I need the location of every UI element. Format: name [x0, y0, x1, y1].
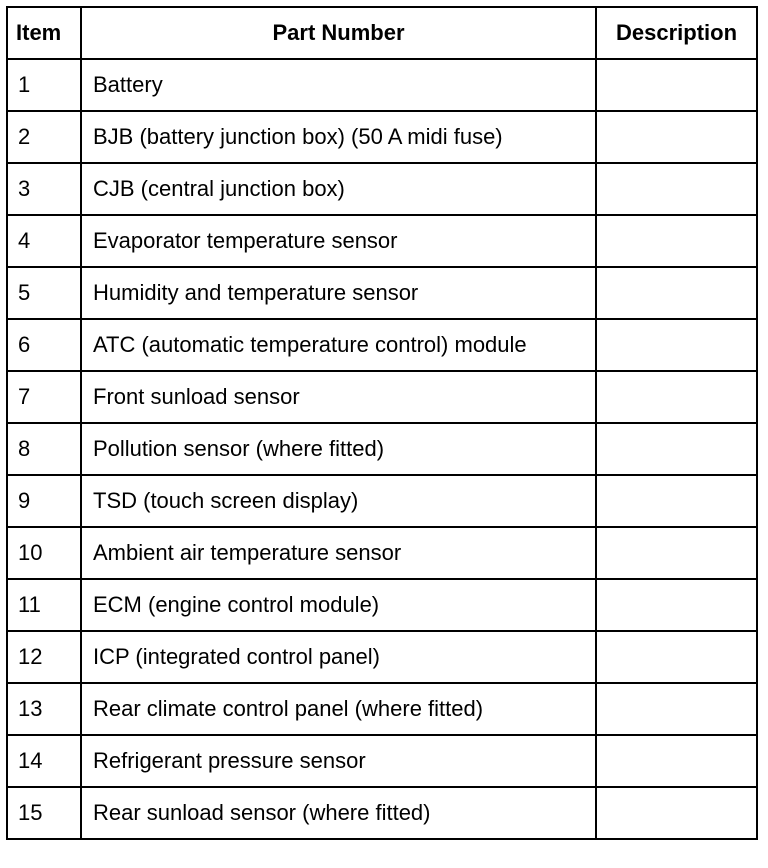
cell-part-number: CJB (central junction box) — [81, 163, 596, 215]
cell-part-number: Ambient air temperature sensor — [81, 527, 596, 579]
cell-item: 12 — [7, 631, 81, 683]
cell-part-number: BJB (battery junction box) (50 A midi fuse) — [81, 111, 596, 163]
cell-part-number: ECM (engine control module) — [81, 579, 596, 631]
table-row — [7, 319, 757, 371]
cell-description — [596, 163, 757, 215]
cell-item: 7 — [7, 371, 81, 423]
cell-part-number: TSD (touch screen display) — [81, 475, 596, 527]
cell-description — [596, 735, 757, 787]
table-row — [7, 683, 757, 735]
table-row — [7, 631, 757, 683]
parts-table — [6, 6, 758, 840]
table-row — [7, 371, 757, 423]
cell-part-number: Evaporator temperature sensor — [81, 215, 596, 267]
table-header — [7, 7, 757, 59]
cell-part-number: ATC (automatic temperature control) module — [81, 319, 596, 371]
cell-part-number: Refrigerant pressure sensor — [81, 735, 596, 787]
table-row — [7, 163, 757, 215]
cell-description — [596, 683, 757, 735]
cell-item: 14 — [7, 735, 81, 787]
cell-part-number: Front sunload sensor — [81, 371, 596, 423]
cell-item: 9 — [7, 475, 81, 527]
cell-description — [596, 423, 757, 475]
header-description: Description — [596, 7, 757, 59]
cell-item: 5 — [7, 267, 81, 319]
table-row — [7, 111, 757, 163]
table-row — [7, 267, 757, 319]
cell-description — [596, 111, 757, 163]
cell-item: 11 — [7, 579, 81, 631]
cell-description — [596, 267, 757, 319]
cell-part-number: Humidity and temperature sensor — [81, 267, 596, 319]
cell-item: 8 — [7, 423, 81, 475]
cell-part-number: ICP (integrated control panel) — [81, 631, 596, 683]
cell-item: 13 — [7, 683, 81, 735]
cell-part-number: Pollution sensor (where fitted) — [81, 423, 596, 475]
cell-description — [596, 215, 757, 267]
table-row — [7, 423, 757, 475]
cell-item: 2 — [7, 111, 81, 163]
table-row — [7, 735, 757, 787]
cell-description — [596, 787, 757, 839]
cell-description — [596, 319, 757, 371]
cell-description — [596, 59, 757, 111]
header-item: Item — [7, 7, 81, 59]
cell-part-number: Rear sunload sensor (where fitted) — [81, 787, 596, 839]
header-part-number: Part Number — [81, 7, 596, 59]
header-row — [7, 7, 757, 59]
cell-item: 6 — [7, 319, 81, 371]
cell-description — [596, 371, 757, 423]
cell-description — [596, 527, 757, 579]
cell-description — [596, 579, 757, 631]
cell-part-number: Battery — [81, 59, 596, 111]
table-body — [7, 59, 757, 839]
cell-item: 15 — [7, 787, 81, 839]
cell-item: 4 — [7, 215, 81, 267]
table-row — [7, 215, 757, 267]
table-row — [7, 527, 757, 579]
table-row — [7, 579, 757, 631]
cell-description — [596, 631, 757, 683]
table-row — [7, 787, 757, 839]
table-row — [7, 59, 757, 111]
table-row — [7, 475, 757, 527]
cell-description — [596, 475, 757, 527]
cell-item: 10 — [7, 527, 81, 579]
cell-item: 1 — [7, 59, 81, 111]
cell-part-number: Rear climate control panel (where fitted) — [81, 683, 596, 735]
cell-item: 3 — [7, 163, 81, 215]
